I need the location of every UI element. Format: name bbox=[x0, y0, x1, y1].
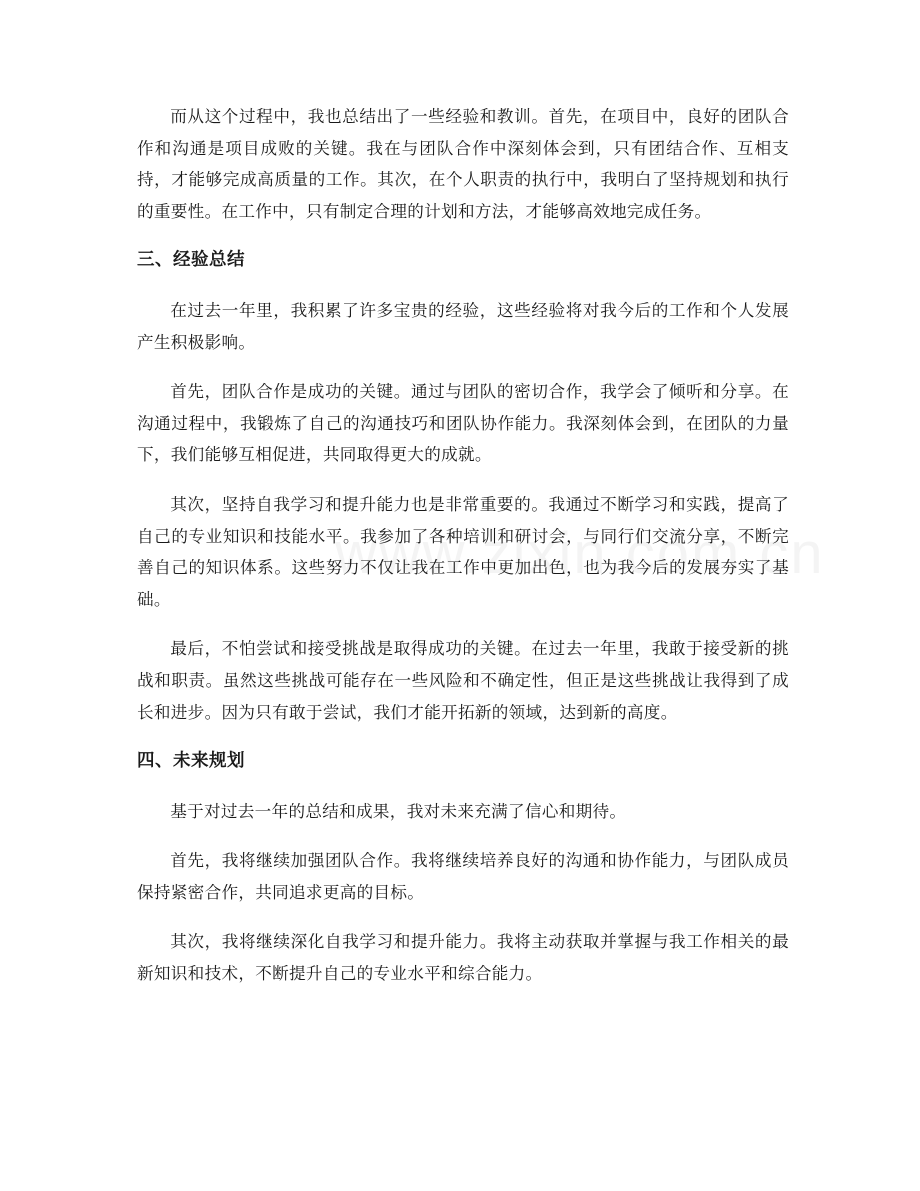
heading-experience-summary: 三、经验总结 bbox=[137, 250, 245, 271]
paragraph-future-teamwork: 首先，我将继续加强团队合作。我将继续培养良好的沟通和协作能力，与团队成员保持紧密合作，共同追求更高的目标。 bbox=[137, 851, 789, 902]
document-body bbox=[137, 101, 789, 1008]
paragraph-experience-intro: 在过去一年里，我积累了许多宝贵的经验，这些经验将对我今后的工作和个人发展产生积极影响。 bbox=[137, 300, 789, 352]
paragraph-teamwork: 首先，团队合作是成功的关键。通过与团队的密切合作，我学会了倾听和分享。在沟通过程中，我锻炼了自己的沟通技巧和团队协作能力。我深刻体会到，在团队的力量下，我们能够互相促进，共同取得更大的成就。 bbox=[137, 382, 789, 465]
paragraph-self-learning: 其次，坚持自我学习和提升能力也是非常重要的。我通过不断学习和实践，提高了自己的专业知识和技能水平。我参加了各种培训和研讨会，与同行们交流分享，不断完善自己的知识体系。这些努力不仅让我在工作中更加出色，也为我今后的发展夯实了基础。 bbox=[137, 494, 789, 609]
paragraph-lessons: 而从这个过程中，我也总结出了一些经验和教训。首先，在项目中，良好的团队合作和沟通是项目成败的关键。我在与团队合作中深刻体会到，只有团结合作、互相支持，才能够完成高质量的工作。其次，在个人职责的执行中，我明白了坚持规划和执行的重要性。在工作中，只有制定合理的计划和方法，才能够高效地完成任务。 bbox=[137, 107, 789, 221]
paragraph-future-learning: 其次，我将继续深化自我学习和提升能力。我将主动获取并掌握与我工作相关的最新知识和技术，不断提升自己的专业水平和综合能力。 bbox=[137, 932, 789, 984]
heading-future-plan: 四、未来规划 bbox=[137, 751, 245, 772]
paragraph-challenges: 最后，不怕尝试和接受挑战是取得成功的关键。在过去一年里，我敢于接受新的挑战和职责。虽然这些挑战可能存在一些风险和不确定性，但正是这些挑战让我得到了成长和进步。因为只有敢于尝试，我们才能开拓新的领域，达到新的高度。 bbox=[137, 639, 789, 722]
paragraph-future-intro: 基于对过去一年的总结和成果，我对未来充满了信心和期待。 bbox=[170, 801, 627, 821]
